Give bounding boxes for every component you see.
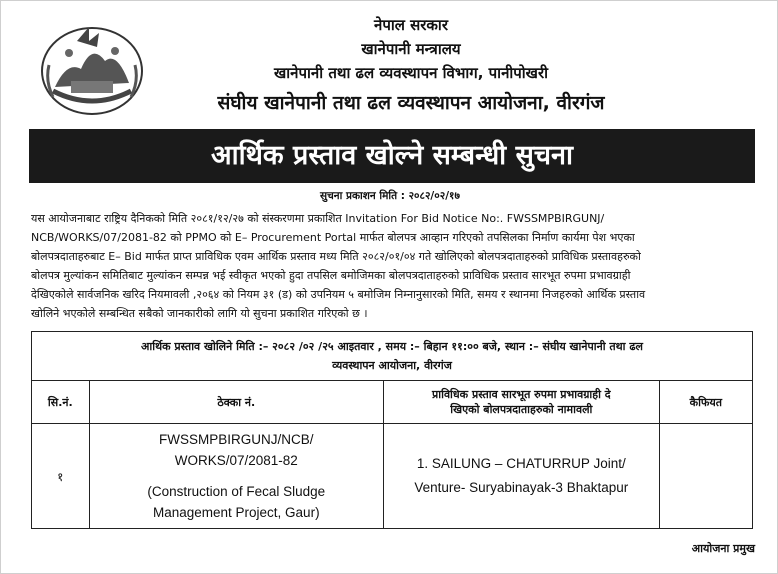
cell-remarks (659, 424, 752, 529)
cell-sn: १ (32, 424, 90, 529)
opening-schedule-line: आर्थिक प्रस्ताव खोलिने मिति :– २०८२ /०२ /२५ आइतवार , समय :– बिहान ११:०० बजे, स्थान :– संघीय खानेपानी तथा ढल (140, 340, 643, 353)
bidders-header-line: खिएको बोलपत्रदाताहरुको नामावली (450, 403, 593, 416)
nepal-government-emblem-icon (37, 21, 147, 119)
bid-opening-table (31, 331, 753, 529)
header-department: खानेपानी तथा ढल व्यवस्थापन विभाग, पानीपोखरी (274, 64, 548, 82)
body-line: बोलपत्रदाताहरुबाट E– Bid मार्फत प्राप्त प्राविधिक एवम आर्थिक प्रस्ताव मध्य मिति २०८२/०१/०४ गते खोलिएको बोलपत्रदाताहरुको प्राविधिक प्रस्तावहरुको (31, 250, 641, 263)
contract-number-line: FWSSMPBIRGUNJ/NCB/ (159, 432, 314, 447)
cell-bidder (383, 424, 659, 529)
body-line: देखिएकोले सार्वजनिक खरिद नियमावली ,२०६४ को नियम ३१ (ड) को उपनियम ५ बमोजिम निम्नानुसारको मिति, समय र स्थानमा निजहरुको आर्थिक प्रस्ताव (31, 288, 646, 301)
opening-schedule-row (32, 332, 753, 381)
column-header-remarks: कैफियत (659, 381, 752, 424)
header-government: नेपाल सरकार (374, 16, 448, 34)
header-project-office: संघीय खानेपानी तथा ढल व्यवस्थापन आयोजना, वीरगंज (217, 92, 605, 114)
project-name-line: Management Project, Gaur) (152, 505, 320, 520)
table-header-row (32, 381, 753, 424)
column-header-bidders (383, 381, 659, 424)
table-row (32, 424, 753, 529)
project-name-line: (Construction of Fecal Sludge (147, 484, 326, 499)
contract-number-line: WORKS/07/2081-82 (174, 453, 298, 468)
notice-title-banner: आर्थिक प्रस्ताव खोल्ने सम्बन्धी सुचना (29, 129, 755, 183)
signature-label: आयोजना प्रमुख (691, 542, 755, 555)
header-ministry: खानेपानी मन्त्रालय (361, 40, 461, 58)
publication-date: सुचना प्रकाशन मिति : २०८२/०२/१७ (320, 190, 460, 202)
bidders-header-line: प्राविधिक प्रस्ताव सारभूत रुपमा प्रभावग्राही दे (431, 388, 611, 401)
opening-schedule-line: व्यवस्थापन आयोजना, वीरगंज (332, 359, 452, 372)
notice-body-paragraph (31, 209, 759, 323)
bidder-name-line: 1. SAILUNG – CHATURRUP Joint/ (416, 456, 626, 471)
column-header-contract: ठेक्का नं. (89, 381, 383, 424)
body-line: बोलपत्र मुल्यांकन समितिबाट मुल्यांकन सम्पन्न भई स्वीकृत भएको हुदा तपसिल बमोजिमका बोलपत्रदाताहरुको प्राविधिक प्रस्ताव सारभूत रुपमा प्रभावग्राही (31, 269, 631, 282)
body-line: खोलिने भएकोले सम्बन्धित सबैको जानकारीको लागि यो सुचना प्रकाशित गरिएको छ । (31, 307, 368, 320)
body-line: NCB/WORKS/07/2081-82 को PPMO को E– Procurement Portal मार्फत बोलपत्र आव्हान गरिएको तपसिलका निर्माण कार्यमा पेश भएका (31, 231, 635, 244)
opening-schedule-cell (32, 332, 753, 381)
column-header-sn: सि.नं. (32, 381, 90, 424)
bidder-name-line: Venture- Suryabinayak-3 Bhaktapur (414, 480, 629, 495)
body-line: यस आयोजनाबाट राष्ट्रिय दैनिकको मिति २०८१/१२/२७ को संस्करणमा प्रकाशित Invitation For Bid Notice No:. FWSSMPBIRGUNJ/ (31, 212, 605, 225)
cell-contract (89, 424, 383, 529)
